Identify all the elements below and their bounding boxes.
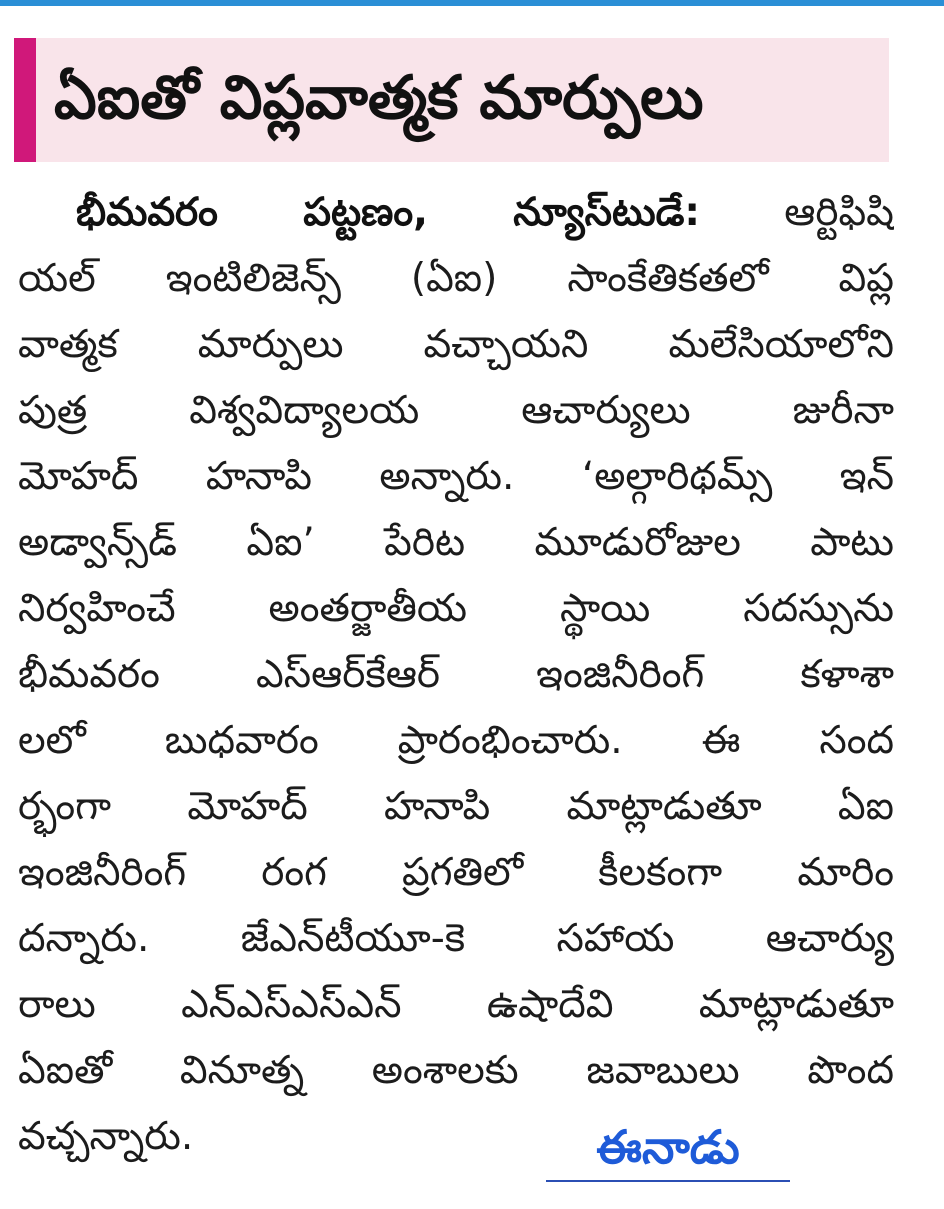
article-line: ఏఐతో వినూత్న అంశాలకు జవాబులు పొంద (18, 1048, 894, 1093)
article-line: ఇంజినీరింగ్ రంగ ప్రగతిలో కీలకంగా మారిం (18, 850, 894, 895)
headline: ఏఐతో విప్లవాత్మక మార్పులు (54, 63, 704, 133)
article-line: భీమవరం ఎస్ఆర్‌కేఆర్ ఇంజినీరింగ్ కళాశా (18, 652, 894, 697)
article-line: లలో బుధవారం ప్రారంభించారు. ఈ సంద (18, 718, 894, 763)
headline-band (14, 38, 889, 162)
article-line: మోహద్ హనాపి అన్నారు. ‘అల్గారిథమ్స్ ఇన్ (18, 454, 894, 499)
article-line: వాత్మక మార్పులు వచ్చాయని మలేసియాలోని (18, 322, 894, 367)
article-line: పుత్ర విశ్వవిద్యాలయ ఆచార్యులు జురీనా (18, 388, 894, 433)
article-line: అడ్వాన్స్‌డ్ ఏఐ’ పేరిట మూడురోజుల పాటు (18, 520, 894, 565)
article-line: వచ్చన్నారు. (18, 1114, 194, 1159)
article-line: దన్నారు. జేఎన్‌టీయూ-కె సహాయ ఆచార్యు (18, 916, 894, 961)
newspaper-clipping (14, 22, 930, 1197)
article-line: యల్ ఇంటిలిజెన్స్ (ఏఐ) సాంకేతికతలో విప్ల (18, 256, 894, 301)
article-line (18, 180, 894, 246)
dateline: భీమవరం పట్టణం, న్యూస్‌టుడే: (76, 190, 701, 235)
top-border-rule (0, 0, 944, 6)
article-line-text: ఆర్టిఫిషి (784, 190, 894, 235)
newspaper-masthead: ఈనాడు (596, 1120, 740, 1174)
headline-accent-bar (14, 38, 36, 162)
article-line: నిర్వహించే అంతర్జాతీయ స్థాయి సదస్సును (18, 586, 894, 631)
article-line: రాలు ఎన్ఎస్ఎస్ఎన్ ఉషాదేవి మాట్లాడుతూ (18, 982, 894, 1027)
article-line: ర్భంగా మోహద్ హనాపి మాట్లాడుతూ ఏఐ (18, 784, 894, 829)
article-body (18, 180, 894, 1170)
masthead-underline (546, 1180, 790, 1182)
